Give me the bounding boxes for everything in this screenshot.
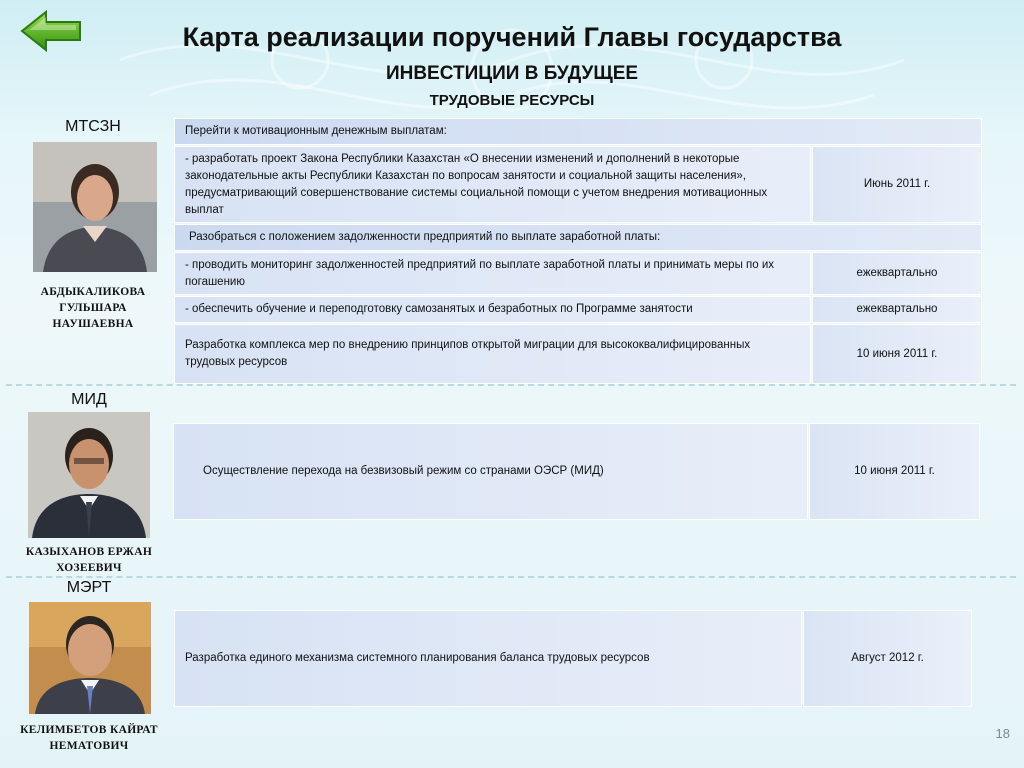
section-divider [6,384,1016,386]
deadline-text: ежеквартально [856,303,938,315]
deadline-text: 10 июня 2011 г. [854,465,935,477]
task-text: Перейти к мотивационным денежным выплатам: [185,125,447,137]
task-text: Разработка комплекса мер по внедрению принципов открытой миграции для высококвалифицированных трудовых ресурсов [185,339,751,368]
task-deadline [809,423,980,520]
person-name: АБДЫКАЛИКОВА ГУЛЬШАРА НАУШАЕВНА [40,286,146,330]
task-text: - обеспечить обучение и переподготовку самозанятых и безработных по Программе занятости [185,303,693,315]
deadline-text: Июнь 2011 г. [863,178,931,190]
task-row-header [174,118,982,145]
section-title: ТРУДОВЫЕ РЕСУРСЫ [429,92,595,109]
page-subtitle: ИНВЕСТИЦИИ В БУДУЩЕЕ [385,63,639,84]
task-text: - проводить мониторинг задолженностей предприятий по выплате заработной платы и принимать меры по их погашению [185,258,775,288]
task-text: Разработка единого механизма системного планирования баланса трудовых ресурсов [185,652,650,664]
page-title: Карта реализации поручений Главы государства [182,22,842,52]
task-row [174,296,811,323]
person-name: КЕЛИМБЕТОВ КАЙРАТ НЕМАТОВИЧ [20,724,158,752]
task-row [174,146,811,223]
task-text: - разработать проект Закона Республики Казахстан «О внесении изменений и дополнений в некоторые законодательные акты Республики Казахстан по вопросам занятости и социальной защиты населения», предусматривающий совершенствование системы социальной помощи с учетом внедрения мотивационных выплат [185,152,768,216]
person-photo [33,142,157,272]
person-photo [28,412,150,538]
task-deadline [812,146,982,223]
deadline-text: Август 2012 г. [851,652,924,664]
task-deadline [812,252,982,295]
task-row [173,423,808,520]
task-text: Осуществление перехода на безвизовый режим со странами ОЭСР (МИД) [203,465,604,477]
task-row [174,610,802,707]
deadline-text: ежеквартально [856,267,938,279]
task-deadline [803,610,972,707]
task-row [174,324,811,384]
ministry-label: МИД [71,391,107,408]
section-divider [6,576,1016,578]
task-deadline [812,296,982,323]
person-photo [29,602,151,714]
deadline-text: 10 июня 2011 г. [856,347,938,360]
task-text: Разобраться с положением задолженности предприятий по выплате заработной платы: [189,231,661,243]
ministry-label: МЭРТ [66,579,112,596]
page-number: 18 [995,726,1010,741]
task-deadline [812,324,982,384]
task-row-header [174,224,982,251]
task-row [174,252,811,295]
person-name: КАЗЫХАНОВ ЕРЖАН ХОЗЕЕВИЧ [25,546,153,574]
ministry-label: МТСЗН [65,118,121,135]
